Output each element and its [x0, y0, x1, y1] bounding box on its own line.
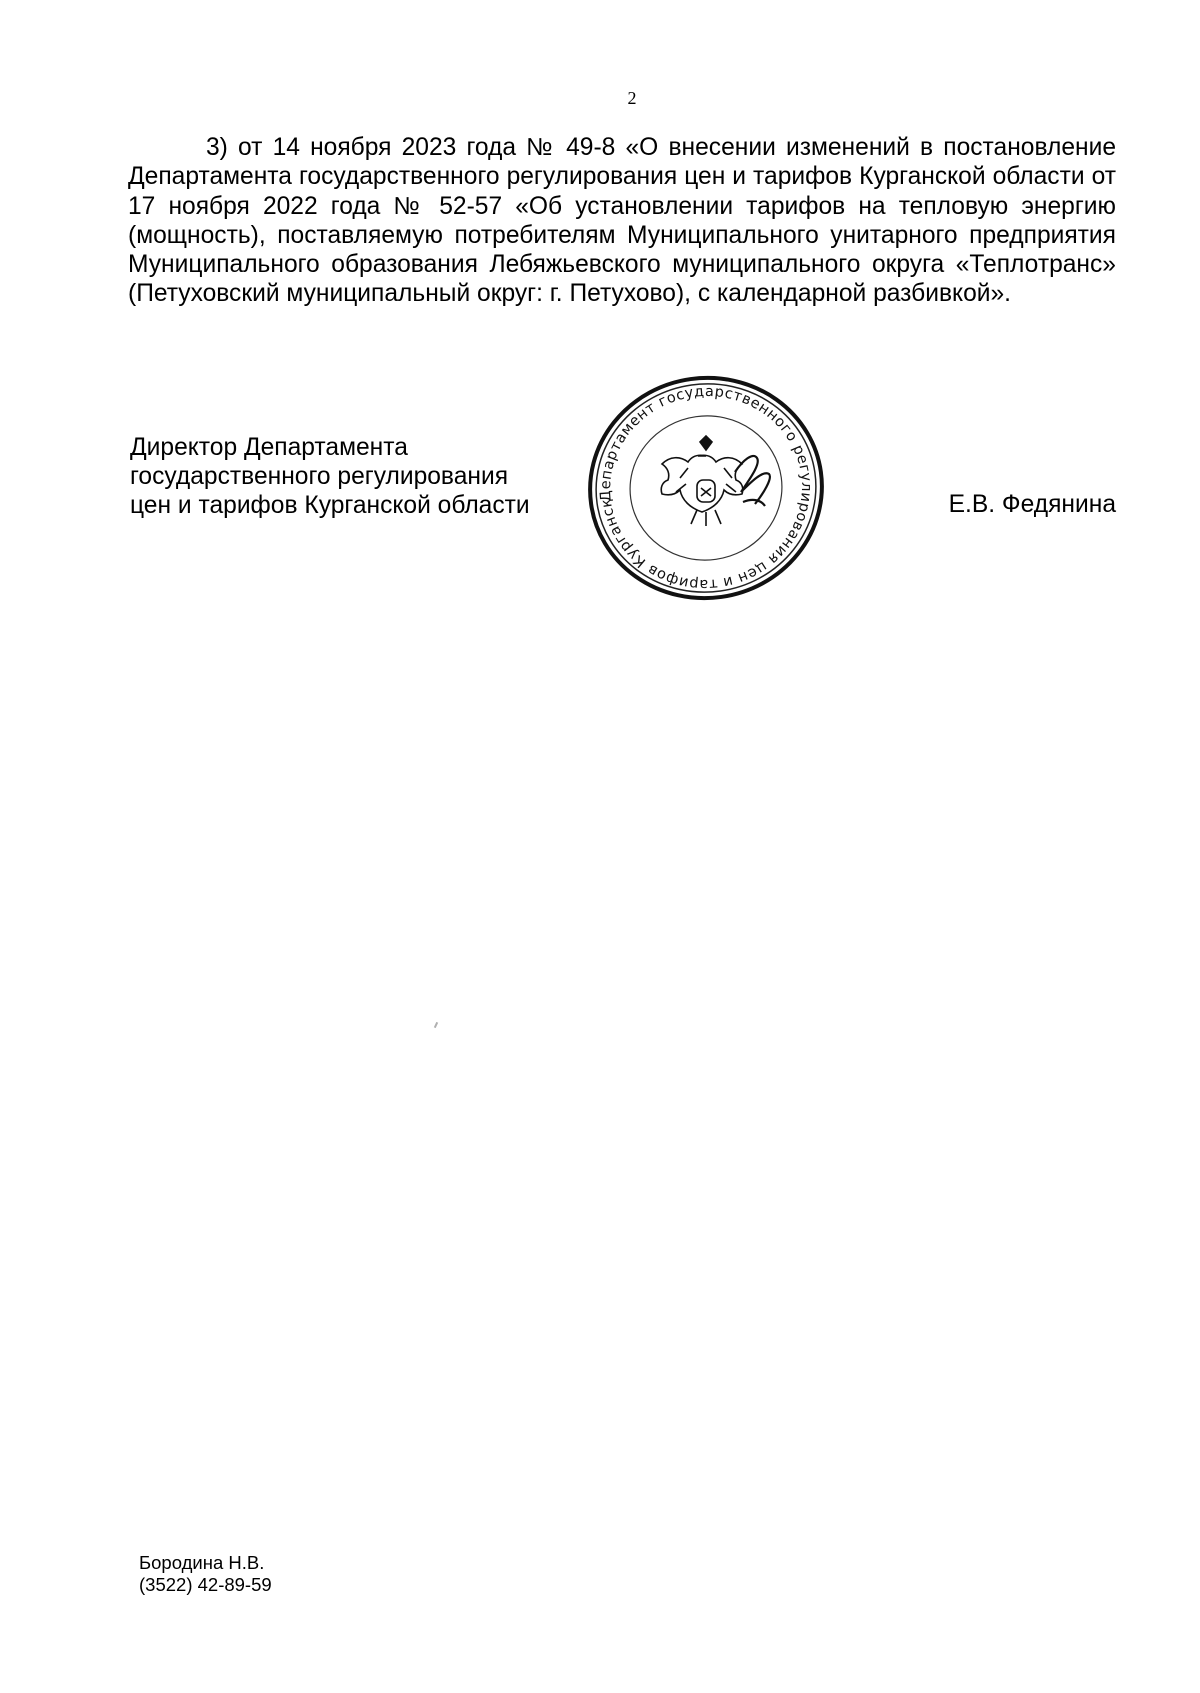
- body-paragraph: 3) от 14 ноября 2023 года № 49-8 «О внесении изменений в постановление Департамента государственного регулирования цен и тарифов Курганской области от 17 ноября 2022 года № 52-57 «Об установлении тарифов на тепловую энергию (мощность), поставляемую потребителям Муниципального унитарного предприятия Муниципального образования Лебяжьевского муниципального округа «Теплотранс» (Петуховский муниципальный округ: г. Петухово), с календарной разбивкой».: [128, 134, 1116, 308]
- official-stamp: [585, 372, 827, 604]
- page-number: 2: [627, 88, 637, 108]
- signer-position: [130, 433, 590, 520]
- scan-speck: [434, 1022, 438, 1028]
- svg-text:Департамент государственного р: [585, 372, 827, 604]
- signer-position-line: государственного регулирования: [130, 463, 509, 490]
- signer-position-line: Директор Департамента: [130, 434, 408, 461]
- signer-position-line: цен и тарифов Курганской области: [130, 492, 530, 519]
- executor-phone: (3522) 42-89-59: [139, 1574, 272, 1595]
- executor-name: Бородина Н.В.: [139, 1552, 265, 1573]
- coat-of-arms-icon: [661, 436, 743, 526]
- stamp-text: Департамент государственного регулирования цен и тарифов Курганской: [597, 383, 814, 593]
- signer-name: Е.В. Федянина: [948, 491, 1116, 518]
- executor-info: [139, 1552, 272, 1596]
- signature-stroke: [735, 456, 770, 506]
